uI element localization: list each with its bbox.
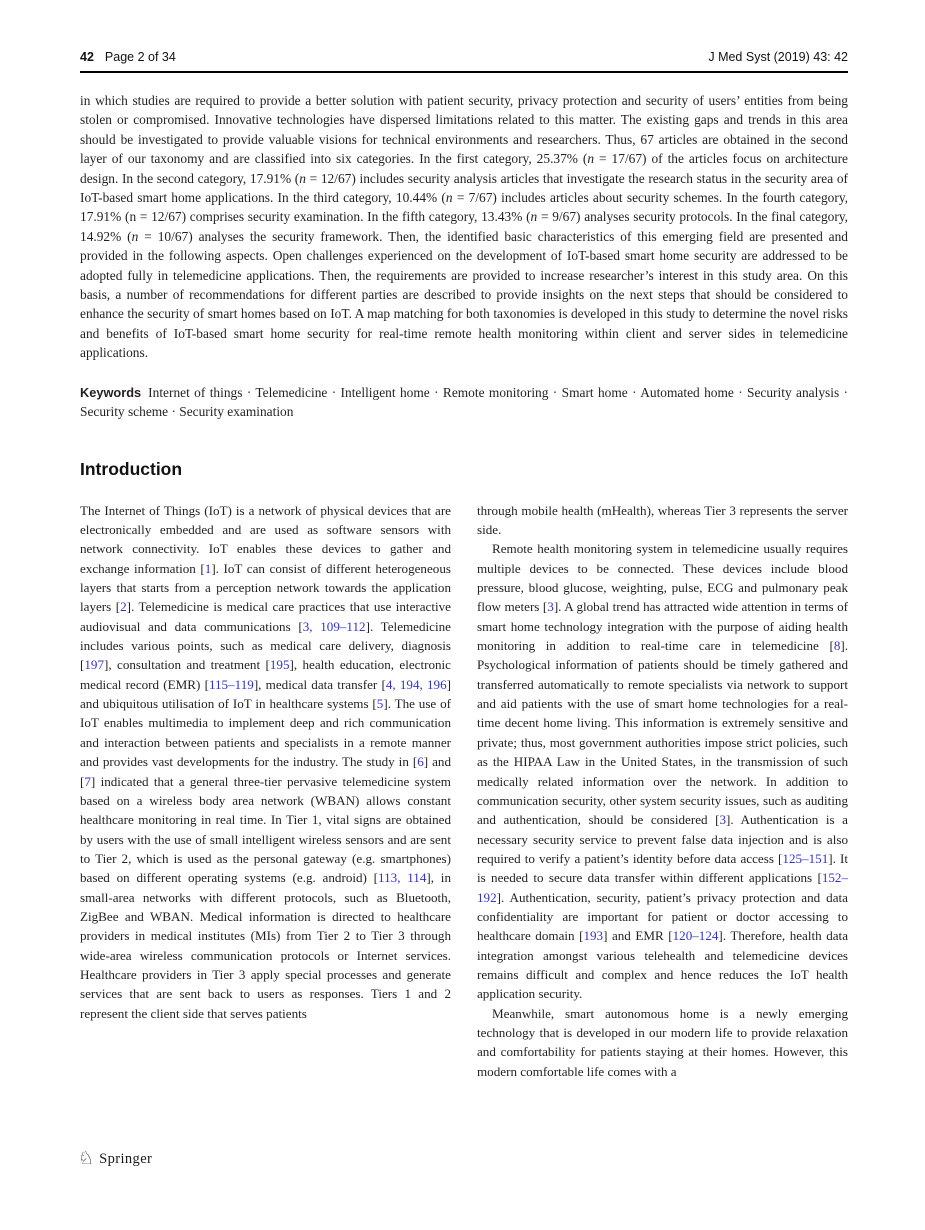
citation-link[interactable]: 152–192	[477, 870, 848, 905]
text-run: ] and EMR [	[603, 928, 673, 944]
citation-link[interactable]: 6	[417, 754, 424, 770]
text-run: n	[530, 209, 538, 225]
text-run: through mobile health (mHealth), whereas Tier 3 represents the server side.	[477, 502, 848, 538]
citation-link[interactable]: 113, 114	[378, 870, 427, 886]
text-run: ], in small-area networks with different protocols, such as Bluetooth, ZigBee and WBAN. Medical information is directed to healthcare providers in medical institutes (MIs) from Tier 2 to Tier 3 through wide-area wireless communication protocols or Internet services. Healthcare providers in Tier 3 apply special processes and generate services that are sent back to users as responses. Tiers 1 and 2 represent the client side that serves patients	[80, 870, 451, 1021]
keywords-list: Internet of things · Telemedicine · Intelligent home · Remote monitoring · Smart home · Automated home · Security analysis · Security scheme · Security examination	[80, 384, 848, 420]
citation-link[interactable]: 4, 194, 196	[385, 676, 447, 692]
keywords-label: Keywords	[80, 384, 142, 400]
header-rule	[80, 71, 848, 73]
text-run: ]. Authentication is a necessary security service to prevent false data injection and is also required to verify a patient’s identity before data access [	[477, 812, 848, 866]
text-run: ]. Authentication, security, patient’s privacy protection and data confidentiality are important for patient or doctor accessing to healthcare domain [	[477, 889, 848, 944]
text-run: = 12/67) includes security analysis articles that investigate the research status in the security area of IoT-based smart home applications. In the third category, 10.44% (	[80, 170, 848, 206]
text-run: Meanwhile, smart autonomous home is a newly emerging technology that is developed in our modern life to provide relaxation and comfortability for patients staying at their homes. However, this modern comfortable life comes with a	[477, 1005, 848, 1079]
publisher-footer	[78, 1150, 152, 1168]
article-number: 42	[80, 50, 94, 64]
citation-link[interactable]: 8	[833, 638, 841, 654]
header-left	[80, 50, 176, 64]
page-info: Page 2 of 34	[104, 50, 176, 64]
citation-link[interactable]: 2	[120, 599, 127, 615]
paragraph	[477, 539, 848, 1003]
publisher-name: Springer	[99, 1150, 153, 1167]
text-run: in which studies are required to provide a better solution with patient security, privacy protection and security of users’ entities from being stolen or compromised. Innovative technologies have dispersed limitations related to this matter. The existing gaps and trends in this area should be investigated to provide valuable visions for technical environments and researchers. Thus, 67 articles are obtained in the second layer of our taxonomy and are classified into six categories. In the first category, 25.37% (	[80, 93, 848, 167]
paragraph	[80, 501, 451, 1023]
text-run: ]. Psychological information of patients should be timely gathered and transferred automatically to remote specialists via network to support and aid patients with the use of smart home technologies for a real-time decent home living. This information is extremely sensitive and private; thus, most government authorities impose strict policies, such as the HIPAA Law in the United States, in the transmission of such medically related information over the network. In addition to communication security, other system security issues, such as auditing and authentication, should be considered [	[477, 638, 848, 828]
text-run: ] and [	[80, 754, 451, 789]
citation-link[interactable]: 5	[376, 696, 384, 712]
text-run: = 9/67) analyses security protocols. In the final category, 14.92% (	[80, 209, 848, 244]
journal-reference: J Med Syst (2019) 43: 42	[708, 50, 848, 64]
keywords-section	[80, 383, 848, 422]
text-run: n	[445, 190, 453, 206]
page-header	[80, 50, 848, 64]
text-run: ]. Telemedicine includes various points, such as medical care delivery, diagnosis [	[80, 618, 451, 673]
citation-link[interactable]: 3	[547, 599, 554, 615]
paragraph	[477, 501, 848, 540]
text-run: ]. The use of IoT enables multimedia to implement deep and rich communication and interaction between patients and specialists in a remote manner and provides vast developments for the industry. The study in [	[80, 696, 452, 770]
citation-link[interactable]: 193	[583, 928, 604, 944]
text-run: The Internet of Things (IoT) is a network of physical devices that are electronically embedded and are used as software sensors with network connectivity. IoT enables these devices to gather and exchange information [	[80, 502, 451, 576]
text-run: ]. IoT can consist of different heterogeneous layers that starts from a perception network towards the application layers [	[80, 560, 451, 615]
text-run: = 17/67) of the articles focus on architecture design. In the second category, 17.91% (	[80, 151, 849, 186]
text-run: ]. Telemedicine is medical care practices that use interactive audiovisual and data communications [	[80, 599, 451, 634]
citation-link[interactable]: 197	[84, 657, 105, 673]
text-run: Remote health monitoring system in telemedicine usually requires multiple devices to be connected. These devices include blood pressure, blood glucose, weighting, pulse, ECG and pulmonary peak flow meters [	[477, 541, 848, 615]
citation-link[interactable]: 3, 109–112	[302, 618, 366, 634]
text-run: ]. A global trend has attracted wide attention in terms of smart home technology integration with the purpose of aiding health monitoring in addition to real-time care in telemedicine [	[477, 599, 849, 654]
springer-knight-icon: ♘	[78, 1148, 95, 1169]
citation-link[interactable]: 195	[269, 657, 290, 673]
text-run: ], medical data transfer [	[253, 676, 386, 692]
text-run: ] indicated that a general three-tier pervasive telemedicine system based on a wireless body area network (WBAN) allows constant healthcare monitoring in real time. In Tier 1, vital signs are obtained by users with the use of small intelligent wireless sensors and are sent to Tier 2, which is used as the personal gateway (e.g. smartphones) based on different operating systems (e.g. android) [	[80, 773, 451, 886]
citation-link[interactable]: 115–119	[208, 676, 254, 692]
introduction-heading: Introduction	[80, 458, 183, 479]
text-run: = 7/67) includes articles about security schemes. In the fourth category, 17.91% (n = 12/67) comprises security examination. In the fifth category, 13.43% (	[80, 190, 848, 225]
text-run: ]. It is needed to secure data transfer within different applications [	[477, 850, 848, 886]
right-column	[477, 501, 848, 1081]
text-run: n	[131, 228, 139, 244]
text-run: n	[587, 151, 595, 167]
paragraph	[477, 1004, 848, 1081]
text-run: ], consultation and treatment [	[104, 657, 270, 673]
citation-link[interactable]: 3	[719, 812, 727, 828]
text-run: n	[299, 170, 306, 186]
abstract-section	[80, 89, 848, 363]
citation-link[interactable]: 120–124	[672, 928, 719, 944]
text-run: ]. Therefore, health data integration amongst various telehealth and telemedicine devices remains difficult and complex and hence reduces the IoT health application security.	[477, 928, 849, 1002]
text-run: = 10/67) analyses the security framework. Then, the identified basic characteristics of this emerging field are presented and provided in the following aspects. Open challenges experienced on the development of IoT-based smart home security are addressed to be adopted fully in telemedicine applications. Then, the requirements are provided to increase researcher’s interest in this study area. On this basis, a number of recommendations for different parties are described to provide insights on the next steps that should be considered to enhance the security of smart homes based on IoT. A map matching for both taxonomies is developed in this study to determine the novel risks and benefits of IoT-based smart home security for real-time remote health monitoring within client and server sides in telemedicine applications.	[80, 228, 848, 361]
left-column	[80, 501, 451, 1081]
two-column-body	[80, 501, 848, 1081]
citation-link[interactable]: 1	[204, 560, 212, 576]
citation-link[interactable]: 125–151	[782, 850, 829, 866]
text-run: ] and ubiquitous utilisation of IoT in healthcare systems [	[80, 676, 452, 712]
abstract-paragraph	[80, 89, 848, 363]
text-run: ], health education, electronic medical record (EMR) [	[80, 657, 451, 692]
citation-link[interactable]: 7	[84, 773, 91, 789]
